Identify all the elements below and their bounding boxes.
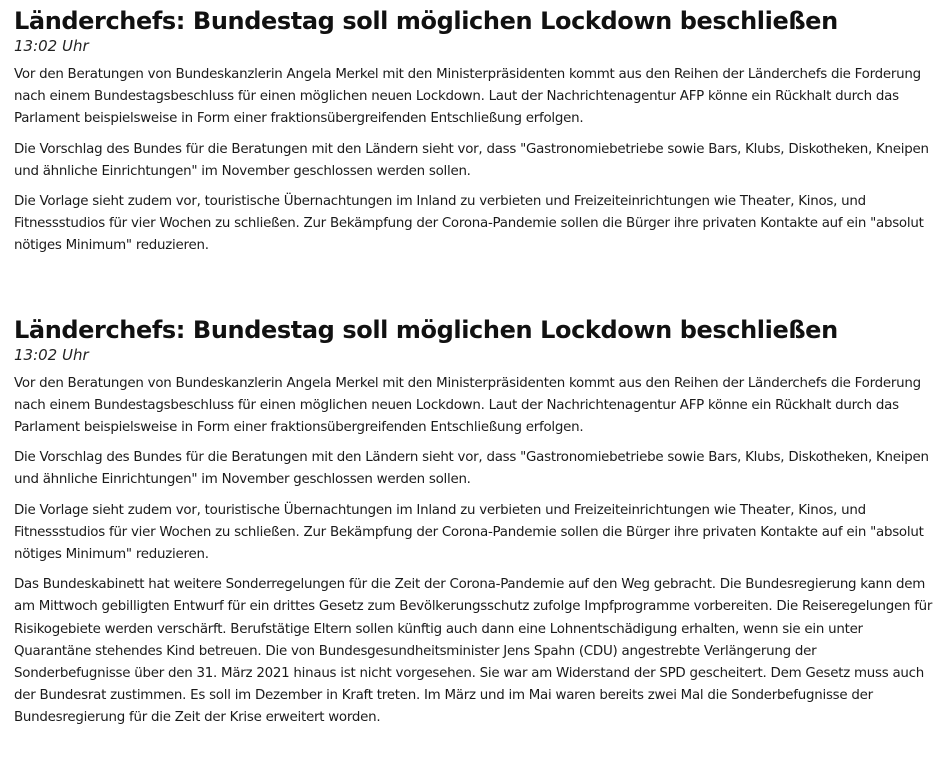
entry-paragraph: Das Bundeskabinett hat weitere Sonderregelungen für die Zeit der Corona-Pandemie auf den Weg gebracht. Die Bundesregierung kann dem am Mittwoch gebilligten Entwurf für ein drittes Gesetz zum Bevölkerungsschutz zufolge Impfprogramme vorbereiten. Die Reiseregelungen für Risikogebiete werden verschärft. Berufstätige Eltern sollen künftig auch dann eine Lohnentschädigung erhalten, wenn sie ein unter Quarantäne stehendes Kind betreuen. Die von Bundesgesundheitsminister Jens Spahn (CDU) angestrebte Verlängerung der Sonderbefugnisse über den 31. März 2021 hinaus ist nicht vorgesehen. Sie war am Widerstand der SPD gescheitert. Dem Gesetz muss auch der Bundesrat zustimmen. Es soll im Dezember in Kraft treten. Im März und im Mai waren bereits zwei Mal die Sonderbefugnisse der Bundesregierung für die Zeit der Krise erweitert worden.: [14, 577, 933, 726]
entry-timestamp: 13:02 Uhr: [14, 345, 89, 364]
entry-title: Länderchefs: Bundestag soll möglichen Lockdown beschließen: [14, 315, 838, 344]
entry-title: Länderchefs: Bundestag soll möglichen Lockdown beschließen: [14, 7, 838, 35]
entry-paragraph: Die Vorlage sieht zudem vor, touristische Übernachtungen im Inland zu verbieten und Freizeiteinrichtungen wie Theater, Kinos, und Fitnessstudios für vier Wochen zu schließen. Zur Bekämpfung der Corona-Pandemie sollen die Bürger ihre privaten Kontakte auf ein "absolut nötiges Minimum" reduzieren.: [14, 194, 924, 254]
entry-separator: [14, 266, 934, 309]
entry-body: [14, 373, 934, 730]
live-ticker: [14, 0, 934, 738]
entry-paragraph: Die Vorschlag des Bundes für die Beratungen mit den Ländern sieht vor, dass "Gastronomiebetriebe sowie Bars, Klubs, Diskotheken, Kneipen und ähnliche Einrichtungen" im November geschlossen werden sollen.: [14, 450, 929, 488]
entry-paragraph: Vor den Beratungen von Bundeskanzlerin Angela Merkel mit den Ministerpräsidenten kommt aus den Reihen der Länderchefs die Forderung nach einem Bundestagsbeschluss für einen möglichen neuen Lockdown. Laut der Nachrichtenagentur AFP könne ein Rückhalt durch das Parlament beispielsweise in Form einer fraktionsübergreifenden Entschließung erfolgen.: [14, 67, 921, 127]
entry-paragraph: Vor den Beratungen von Bundeskanzlerin Angela Merkel mit den Ministerpräsidenten kommt aus den Reihen der Länderchefs die Forderung nach einem Bundestagsbeschluss für einen möglichen neuen Lockdown. Laut der Nachrichtenagentur AFP könne ein Rückhalt durch das Parlament beispielsweise in Form einer fraktionsübergreifenden Entschließung erfolgen.: [14, 375, 921, 436]
ticker-entry: [14, 6, 934, 258]
entry-paragraph: Die Vorlage sieht zudem vor, touristische Übernachtungen im Inland zu verbieten und Freizeiteinrichtungen wie Theater, Kinos, und Fitnessstudios für vier Wochen zu schließen. Zur Bekämpfung der Corona-Pandemie sollen die Bürger ihre privaten Kontakte auf ein "absolut nötiges Minimum" reduzieren.: [14, 502, 924, 563]
entry-body: [14, 64, 934, 258]
ticker-entry: [14, 315, 934, 730]
entry-paragraph: Die Vorschlag des Bundes für die Beratungen mit den Ländern sieht vor, dass "Gastronomiebetriebe sowie Bars, Klubs, Diskotheken, Kneipen und ähnliche Einrichtungen" im November geschlossen werden sollen.: [14, 141, 929, 179]
entry-timestamp: 13:02 Uhr: [14, 37, 89, 55]
